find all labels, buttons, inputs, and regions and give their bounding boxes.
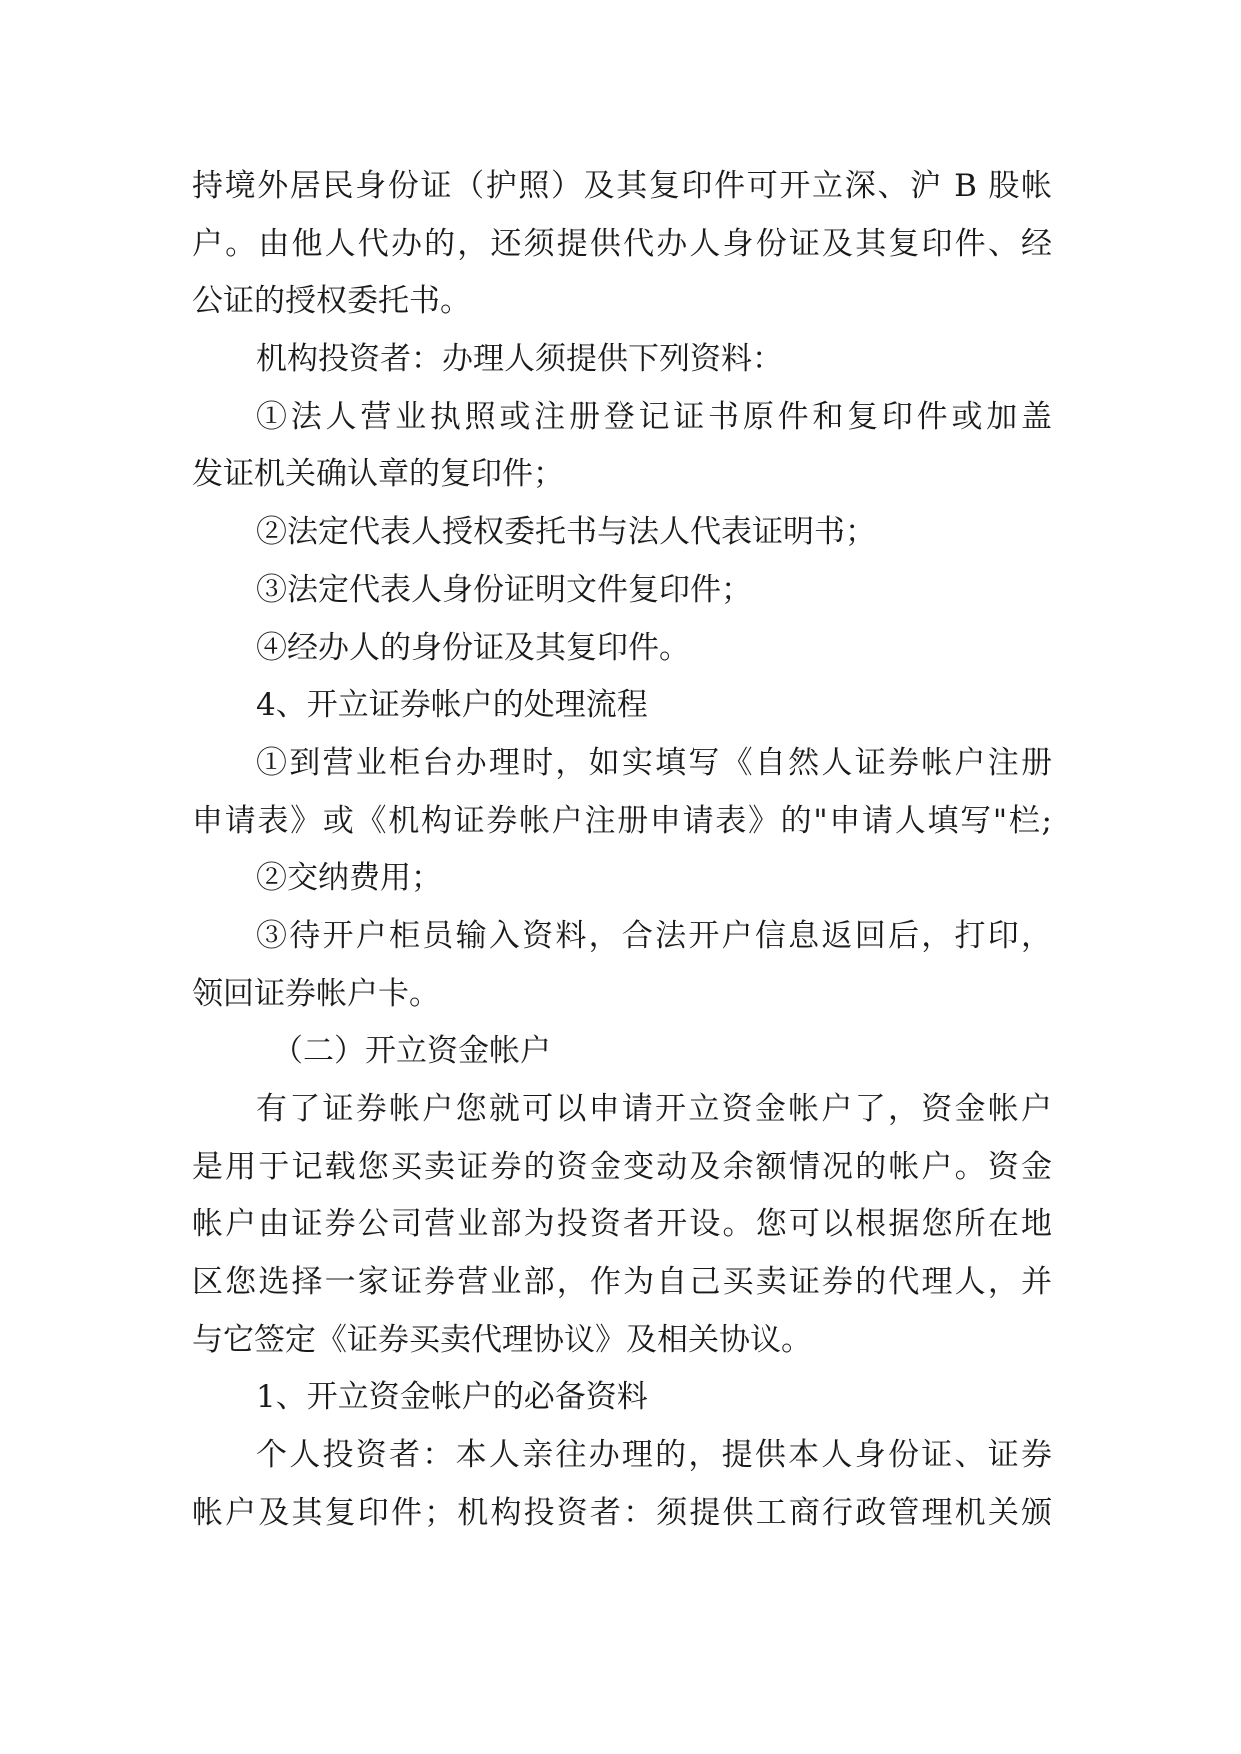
text-line-5: ①法人营业执照或注册登记证书原件和复印件或加盖 bbox=[256, 398, 1052, 435]
text-line-19: 帐户由证券公司营业部为投资者开设。您可以根据您所在地 bbox=[192, 1206, 1052, 1243]
text-line-15: 领回证券帐户卡。 bbox=[192, 975, 440, 1012]
text-line-8: ③法定代表人身份证明文件复印件； bbox=[256, 571, 752, 608]
text-line-18: 是用于记载您买卖证券的资金变动及余额情况的帐户。资金 bbox=[192, 1148, 1052, 1185]
text-line-13: ②交纳费用； bbox=[256, 860, 442, 897]
text-line-7: ②法定代表人授权委托书与法人代表证明书； bbox=[256, 514, 876, 551]
text-line-23: 个人投资者：本人亲往办理的，提供本人身份证、证券 bbox=[256, 1437, 1052, 1474]
text-line-2: 户。由他人代办的，还须提供代办人身份证及其复印件、经 bbox=[192, 225, 1052, 262]
text-line-24: 帐户及其复印件；机构投资者：须提供工商行政管理机关颁 bbox=[192, 1494, 1052, 1531]
text-line-3: 公证的授权委托书。 bbox=[192, 283, 471, 320]
text-line-17: 有了证券帐户您就可以申请开立资金帐户了，资金帐户 bbox=[256, 1091, 1052, 1127]
text-line-4: 机构投资者：办理人须提供下列资料： bbox=[256, 341, 783, 378]
section-heading-1: 1、开立资金帐户的必备资料 bbox=[256, 1379, 648, 1416]
text-line-1: 持境外居民身份证（护照）及其复印件可开立深、沪 B 股帐 bbox=[192, 168, 1052, 204]
text-line-12: 申请表》或《机构证券帐户注册申请表》的"申请人填写"栏; bbox=[192, 802, 1052, 839]
text-line-11: ①到营业柜台办理时，如实填写《自然人证券帐户注册 bbox=[256, 744, 1052, 781]
text-line-21: 与它签定《证券买卖代理协议》及相关协议。 bbox=[192, 1321, 812, 1358]
text-line-6: 发证机关确认章的复印件； bbox=[192, 456, 564, 493]
text-line-14: ③待开户柜员输入资料，合法开户信息返回后，打印， bbox=[256, 917, 1052, 954]
section-heading-4: 4、开立证券帐户的处理流程 bbox=[256, 687, 648, 724]
text-line-9: ④经办人的身份证及其复印件。 bbox=[256, 629, 690, 666]
section-heading-2: （二）开立资金帐户 bbox=[272, 1033, 551, 1070]
text-line-20: 区您选择一家证券营业部，作为自己买卖证券的代理人，并 bbox=[192, 1264, 1052, 1301]
document-body bbox=[192, 158, 1052, 1543]
